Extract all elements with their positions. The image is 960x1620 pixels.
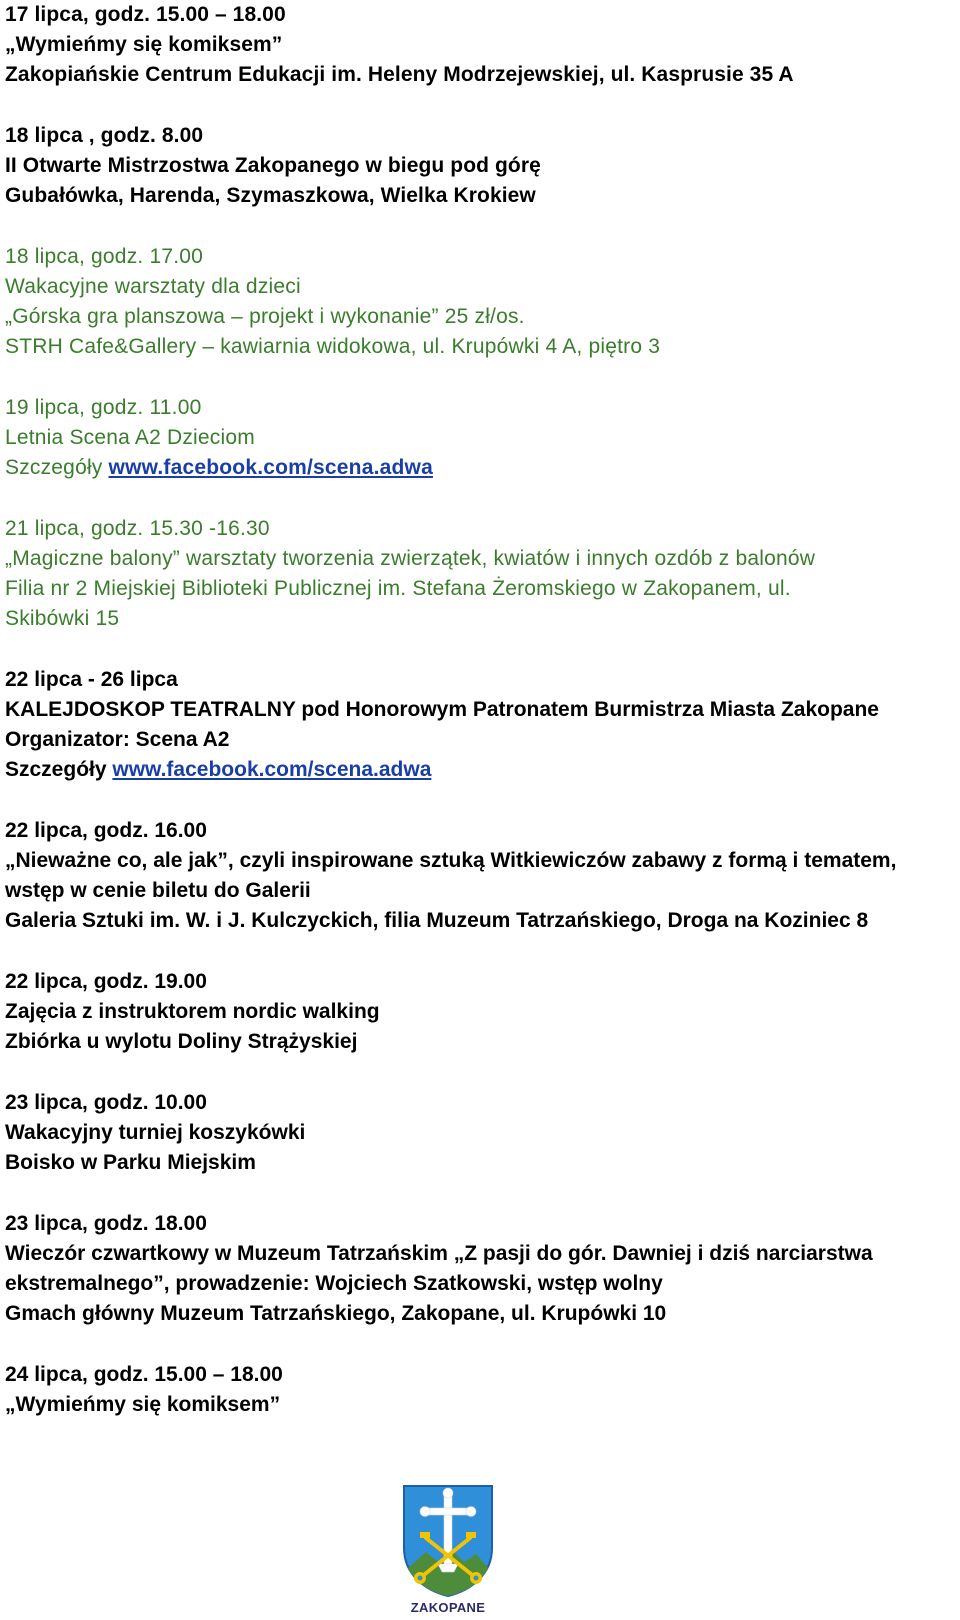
facebook-link[interactable]: www.facebook.com/scena.adwa [112,758,432,781]
event-title: KALEJDOSKOP TEATRALNY pod Honorowym Patronatem Burmistrza Miasta Zakopane [5,698,879,721]
event-location: Zakopiańskie Centrum Edukacji im. Heleny Modrzejewskiej, ul. Kasprusie 35 A [5,63,794,86]
event-organizer: Organizator: Scena A2 [5,728,230,751]
event-date: 23 lipca, godz. 18.00 [5,1212,207,1235]
event-location: Gmach główny Muzeum Tatrzańskiego, Zakopane, ul. Krupówki 10 [5,1302,667,1325]
event-location: Boisko w Parku Miejskim [5,1151,256,1174]
event-title: „Nieważne co, ale jak”, czyli inspirowane sztuką Witkiewiczów zabawy z formą i tematem, [5,849,897,872]
facebook-link[interactable]: www.facebook.com/scena.adwa [108,456,433,479]
event-location-cont: Skibówki 15 [5,607,120,630]
event-title: Wakacyjny turniej koszykówki [5,1121,306,1144]
event-date: 24 lipca, godz. 15.00 – 18.00 [5,1363,283,1386]
event-title-cont: ekstremalnego”, prowadzenie: Wojciech Szatkowski, wstęp wolny [5,1272,663,1295]
details-label: Szczegóły [5,456,109,479]
event-date: 21 lipca, godz. 15.30 -16.30 [5,517,270,540]
event-details [5,453,433,483]
zakopane-coat-of-arms [398,1482,498,1618]
event-location: Galeria Sztuki im. W. i J. Kulczyckich, filia Muzeum Tatrzańskiego, Droga na Koziniec 8 [5,909,869,932]
event-title: Zajęcia z instruktorem nordic walking [5,1000,380,1023]
event-title: „Wymieńmy się komiksem” [5,33,283,56]
details-label: Szczegóły [5,758,113,781]
event-date: 19 lipca, godz. 11.00 [5,396,202,419]
event-date: 18 lipca, godz. 17.00 [5,245,204,268]
coat-of-arms-icon [398,1482,498,1600]
event-subtitle: wstęp w cenie biletu do Galerii [5,879,311,902]
event-location: Zbiórka u wylotu Doliny Strążyskiej [5,1030,358,1053]
event-date: 22 lipca, godz. 19.00 [5,970,207,993]
event-title: Wakacyjne warsztaty dla dzieci [5,275,301,298]
event-location: Gubałówka, Harenda, Szymaszkowa, Wielka Krokiew [5,184,536,207]
event-date: 22 lipca - 26 lipca [5,668,178,691]
event-date: 18 lipca , godz. 8.00 [5,124,204,147]
event-title: Letnia Scena A2 Dzieciom [5,426,255,449]
event-date: 23 lipca, godz. 10.00 [5,1091,207,1114]
event-location: STRH Cafe&Gallery – kawiarnia widokowa, ul. Krupówki 4 A, piętro 3 [5,335,661,358]
event-title: „Magiczne balony” warsztaty tworzenia zwierzątek, kwiatów i innych ozdób z balonów [5,547,816,570]
event-title: Wieczór czwartkowy w Muzeum Tatrzańskim „Z pasji do gór. Dawniej i dziś narciarstwa [5,1242,873,1265]
event-title: II Otwarte Mistrzostwa Zakopanego w biegu pod górę [5,154,541,177]
event-date: 22 lipca, godz. 16.00 [5,819,207,842]
event-details [5,755,431,785]
event-title: „Wymieńmy się komiksem” [5,1393,281,1416]
event-subtitle: „Górska gra planszowa – projekt i wykonanie” 25 zł/os. [5,305,525,328]
logo-caption: ZAKOPANE [410,1600,486,1615]
event-date: 17 lipca, godz. 15.00 – 18.00 [5,3,286,26]
event-location: Filia nr 2 Miejskiej Biblioteki Publicznej im. Stefana Żeromskiego w Zakopanem, ul. [5,577,791,600]
